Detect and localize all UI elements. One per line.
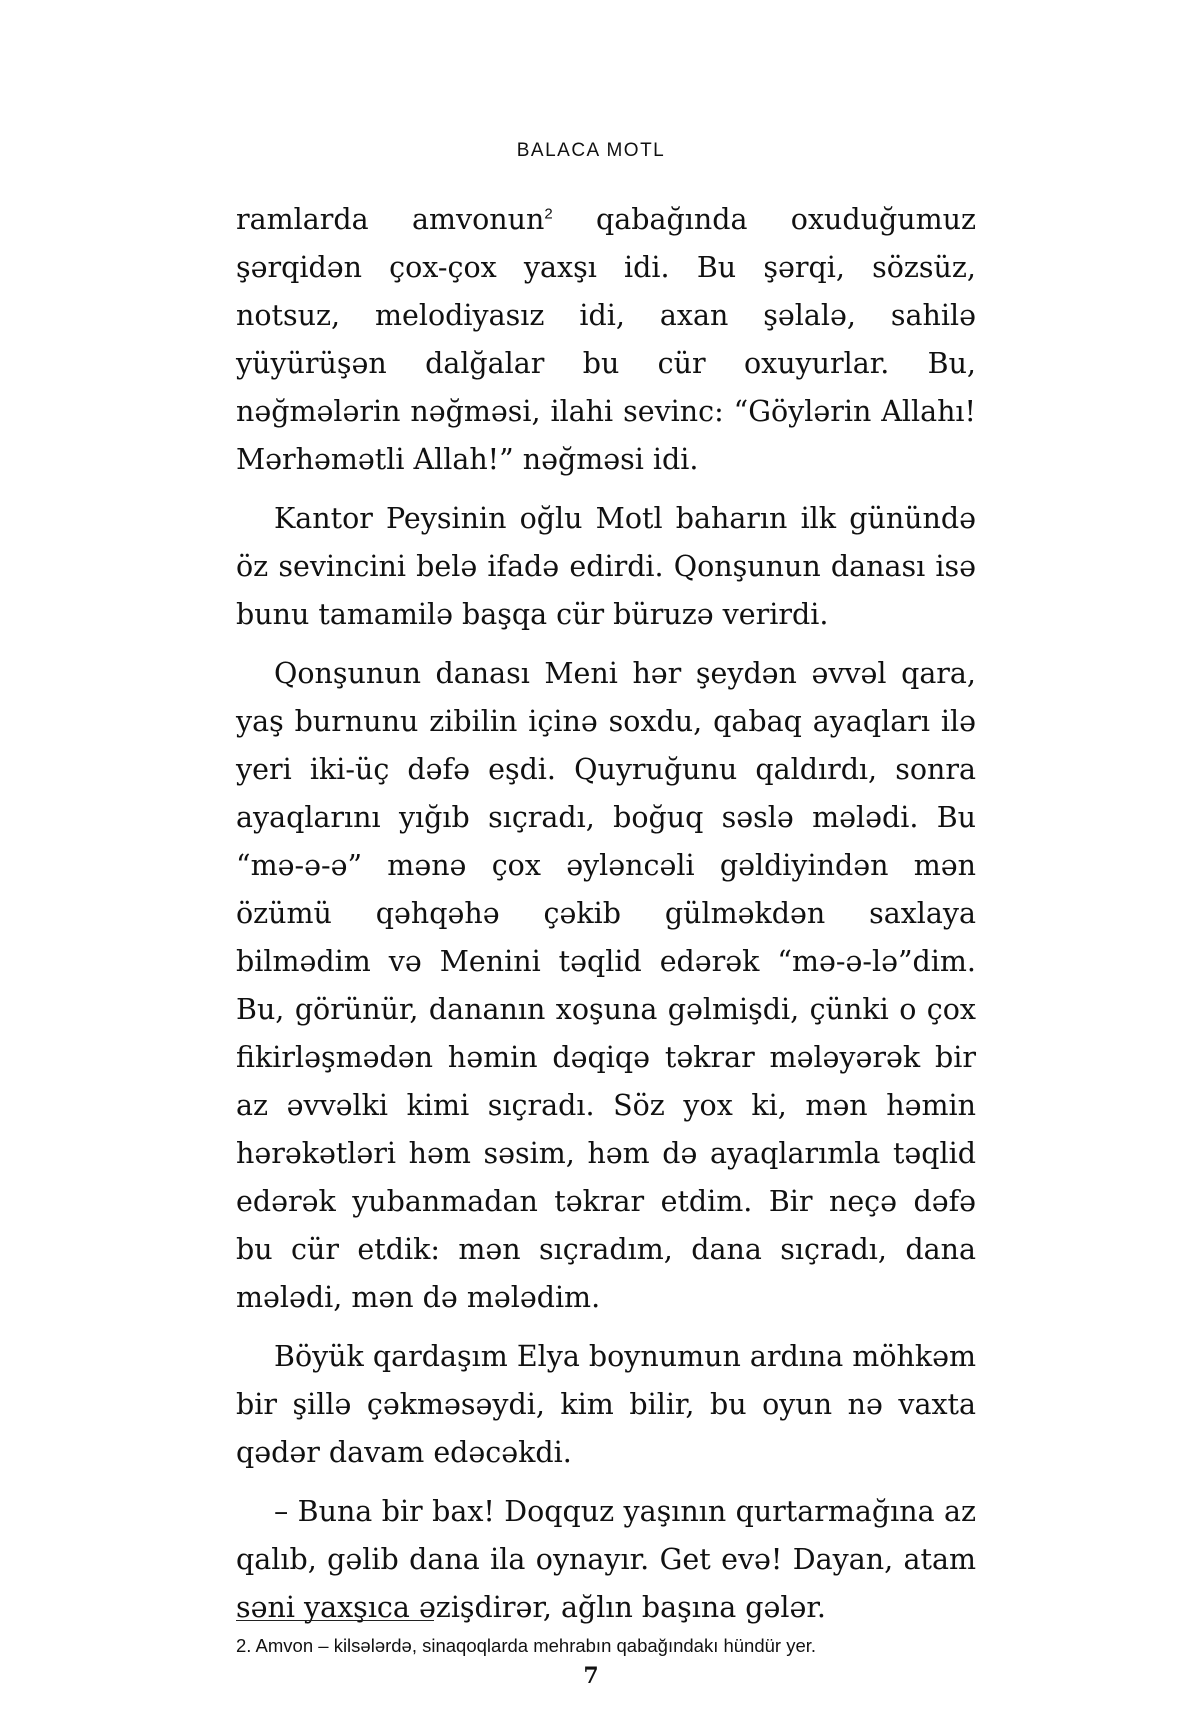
paragraph-1	[236, 196, 976, 484]
footnote-divider	[236, 1620, 434, 1621]
paragraph-1-rest: qabağında oxuduğumuz şərqidən çox-çox yaxşı idi. Bu şərqi, sözsüz, notsuz, melodiyasız idi, axan şəlalə, sahilə yüyürüşən dalğalar bu cür oxuyurlar. Bu, nəğmələrin nəğməsi, ilahi sevinc: “Göylərin Allahı! Mərhəmətli Allah!” nəğməsi idi.	[236, 203, 976, 476]
running-head: BALACA MOTL	[516, 140, 666, 161]
paragraph-2: Kantor Peysinin oğlu Motl baharın ilk günündə öz sevincini belə ifadə edirdi. Qonşunun danası isə bunu tamamilə başqa cür büruzə verirdi.	[236, 502, 976, 631]
paragraph-4: Böyük qardaşım Elya boynumun ardına möhkəm bir şillə çəkməsəydi, kim bilir, bu oyun nə vaxta qədər davam edəcəkdi.	[236, 1340, 976, 1469]
paragraph-5: – Buna bir bax! Doqquz yaşının qurtarmağına az qalıb, gəlib dana ila oynayır. Get evə! Dayan, atam səni yaxşıca əzişdirər, ağlın başına gələr.	[236, 1495, 976, 1624]
footnote-reference: 2	[544, 205, 553, 223]
paragraph-3: Qonşunun danası Meni hər şeydən əvvəl qara, yaş burnunu zibilin içinə soxdu, qabaq ayaqları ilə yeri iki-üç dəfə eşdi. Quyruğunu qaldırdı, sonra ayaqlarını yığıb sıçradı, boğuq səslə mələdi. Bu “mə-ə-ə” mənə çox əyləncəli gəldiyindən mən özümü qəhqəhə çəkib gülməkdən saxlaya bilmədim və Menini təqlid edərək “mə-ə-lə”dim. Bu, görünür, dananın xoşuna gəlmişdi, çünki o çox fikirləşmədən həmin dəqiqə təkrar mələyərək bir az əvvəlki kimi sıçradı. Söz yox ki, mən həmin hərəkətləri həm səsim, həm də ayaqlarımla təqlid edərək yubanmadan təkrar etdim. Bir neçə dəfə bu cür etdik: mən sıçradım, dana sıçradı, dana mələdi, mən də mələdim.	[236, 657, 976, 1314]
body-text	[236, 196, 976, 1643]
page-number: 7	[583, 1663, 599, 1689]
paragraph-1-start: ramlarda amvonun	[236, 203, 545, 236]
footnote: 2. Amvon – kilsələrdə, sinaqoqlarda mehrabın qabağındakı hündür yer.	[236, 1635, 817, 1656]
